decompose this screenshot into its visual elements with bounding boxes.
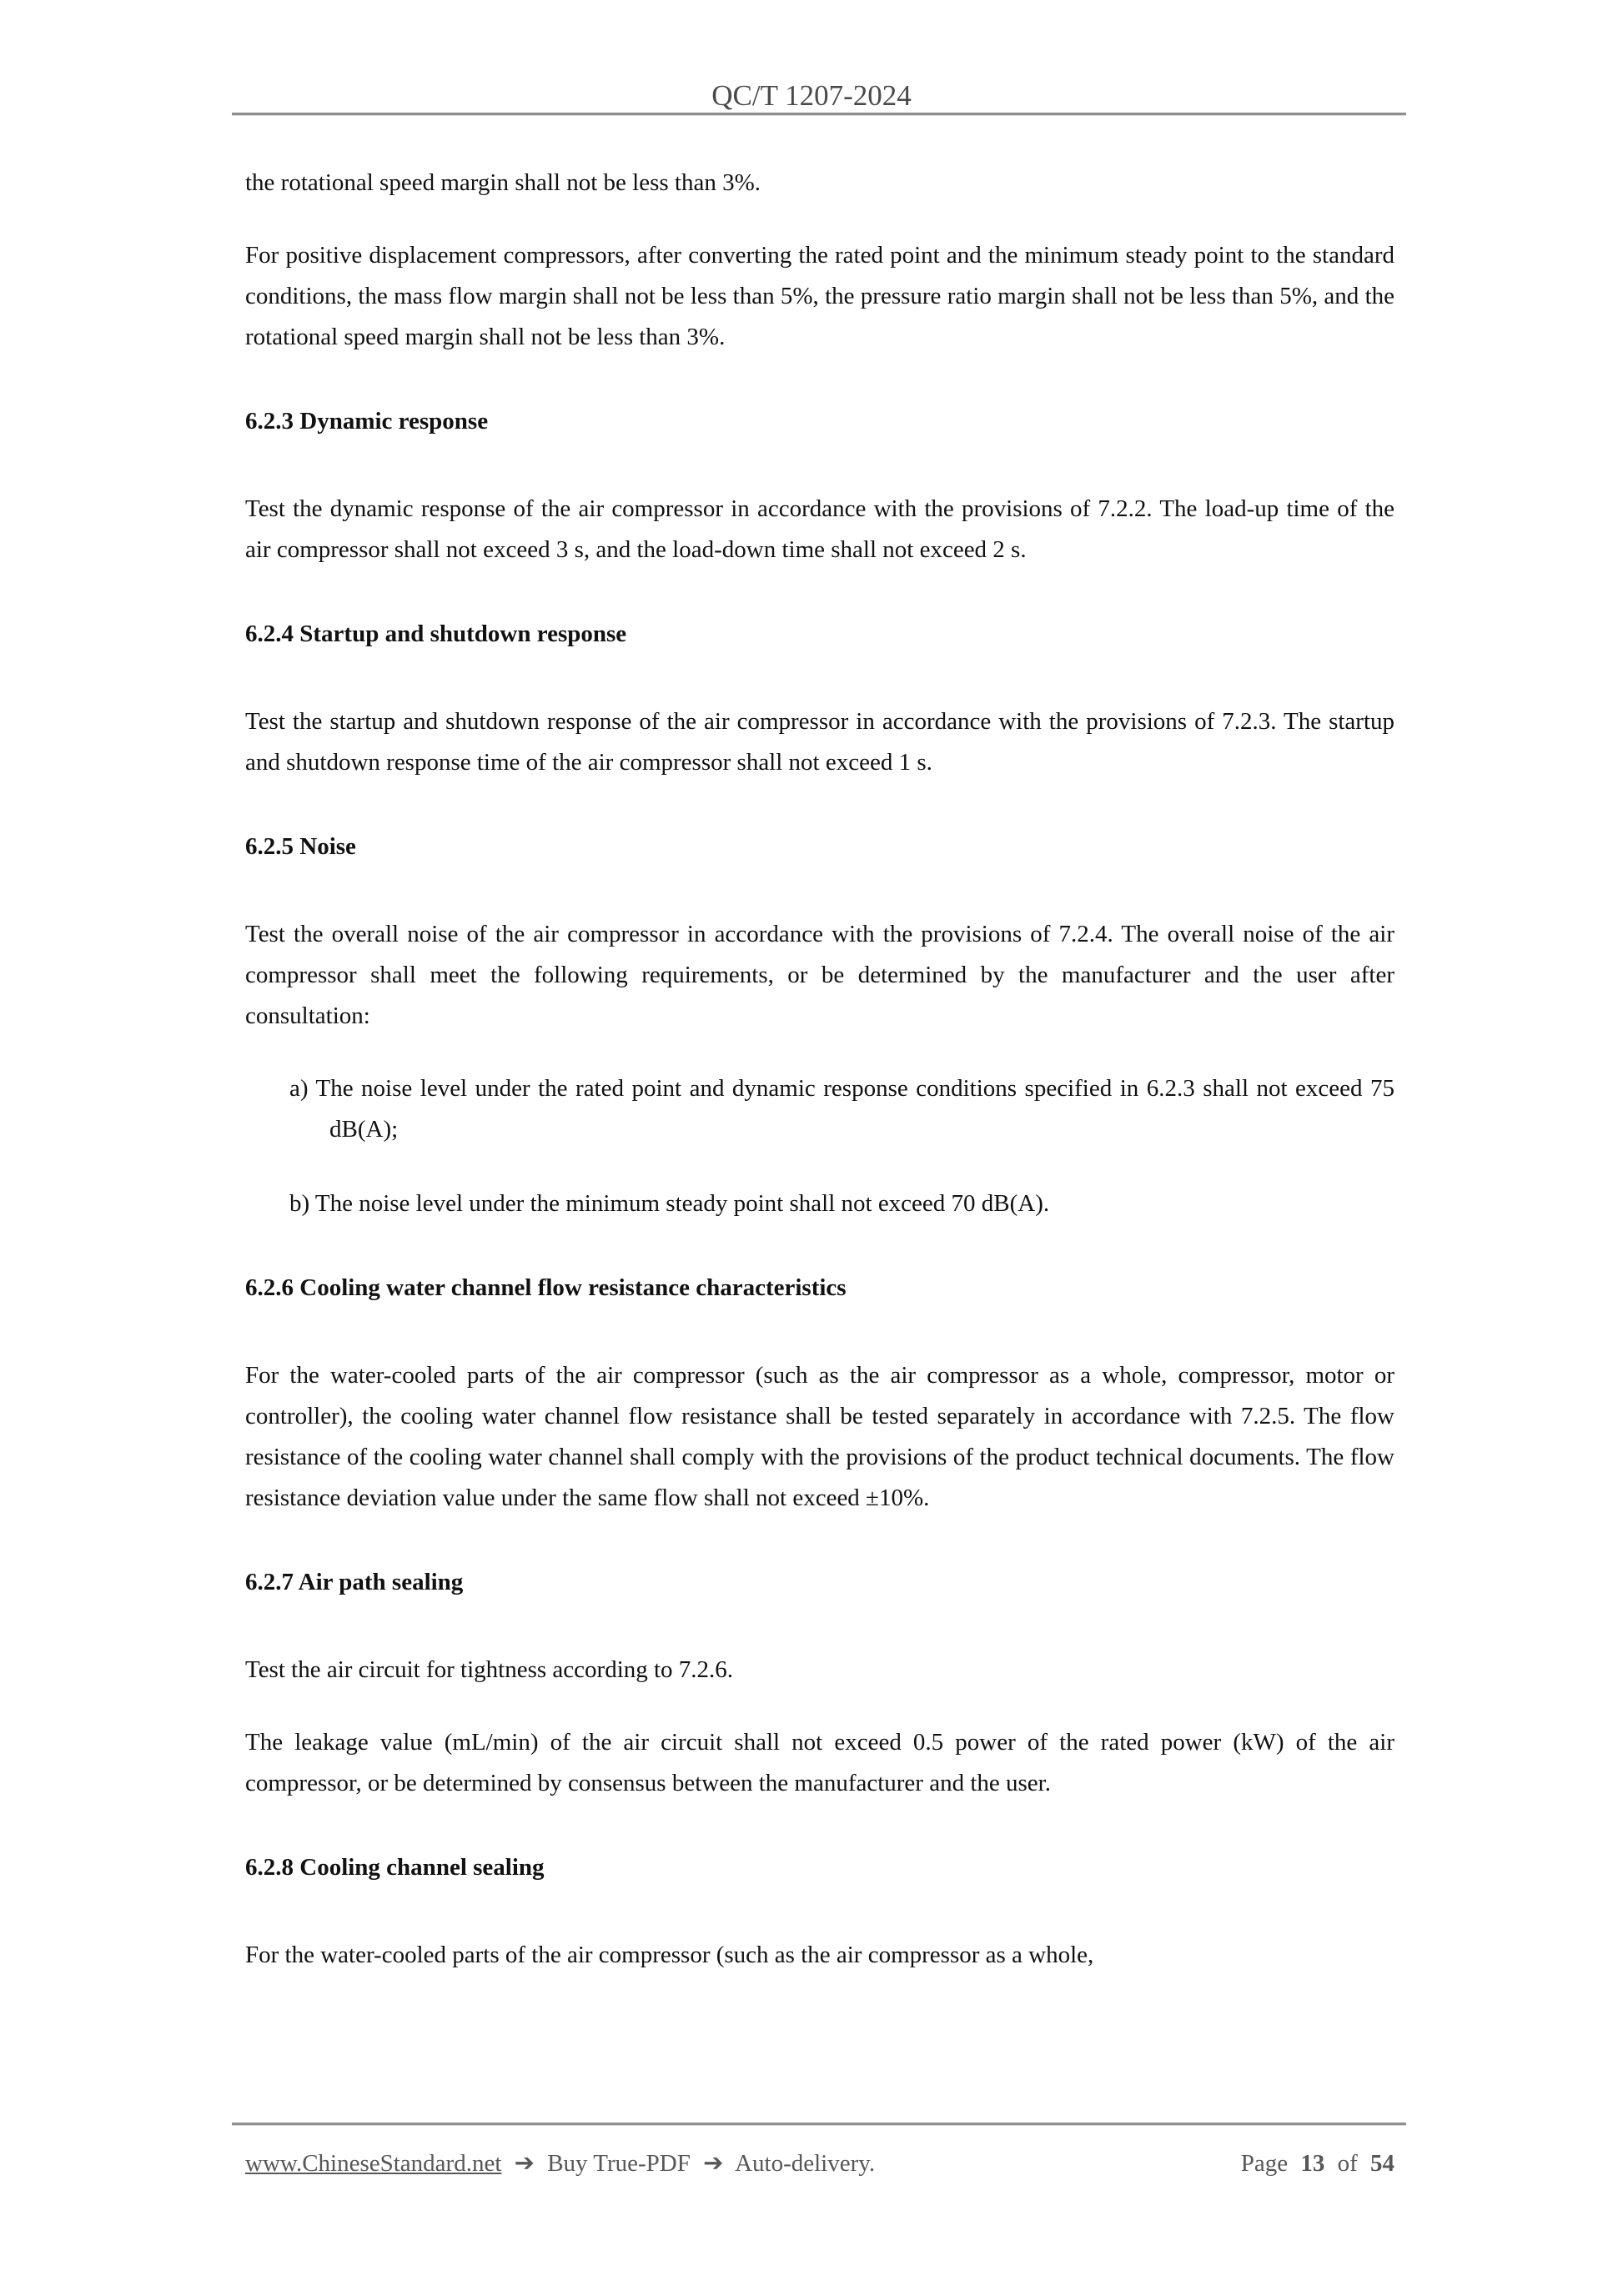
section-heading: 6.2.6 Cooling water channel flow resistance characteristics [245, 1274, 847, 1301]
section-heading: 6.2.8 Cooling channel sealing [245, 1854, 545, 1881]
section-heading: 6.2.4 Startup and shutdown response [245, 620, 627, 647]
paragraph: For positive displacement compressors, after converting the rated point and the minimum steady point to the standard conditions, the mass flow margin shall not be less than 5%, the pressure ratio margin shall not be less than 5%, and the rotational speed margin shall not be less than 3%. [245, 242, 1394, 350]
paragraph: Test the overall noise of the air compressor in accordance with the provisions of 7.2.4. The overall noise of the air compressor shall meet the following requirements, or be determined by the manufacturer and the user after consultation: [245, 921, 1394, 1029]
paragraph: For the water-cooled parts of the air compressor (such as the air compressor as a whole, [245, 1942, 1094, 1968]
page-indicator [1241, 2146, 1394, 2181]
page-of-label: of [1337, 2150, 1358, 2177]
footer-buy-text: Buy True-PDF [547, 2150, 691, 2177]
footer-website-link[interactable]: www.ChineseStandard.net [245, 2150, 502, 2177]
footer-divider [232, 2123, 1406, 2126]
section-heading: 6.2.3 Dynamic response [245, 408, 489, 435]
header-divider [232, 113, 1406, 116]
list-item: b) The noise level under the minimum steady point shall not exceed 70 dB(A). [289, 1190, 1050, 1217]
section-heading: 6.2.5 Noise [245, 833, 356, 860]
paragraph: Test the air circuit for tightness according to 7.2.6. [245, 1656, 734, 1683]
section-heading: 6.2.7 Air path sealing [245, 1569, 464, 1595]
page-total-number: 54 [1370, 2150, 1394, 2177]
footer-delivery-text: Auto-delivery. [735, 2150, 876, 2177]
right-arrow-icon: ➔ [514, 2148, 535, 2177]
page-current-number: 13 [1300, 2150, 1325, 2177]
page-header-standard-number: QC/T 1207-2024 [711, 79, 912, 112]
paragraph: the rotational speed margin shall not be less than 3%. [245, 169, 761, 196]
page-label: Page [1240, 2150, 1289, 2177]
list-item: a) The noise level under the rated point and dynamic response conditions specified in 6.2.3 shall not exceed 75 dB(A); [289, 1075, 1394, 1143]
paragraph: Test the startup and shutdown response of the air compressor in accordance with the provisions of 7.2.3. The startup and shutdown response time of the air compressor shall not exceed 1 s. [245, 708, 1394, 776]
paragraph: Test the dynamic response of the air compressor in accordance with the provisions of 7.2.2. The load-up time of the air compressor shall not exceed 3 s, and the load-down time shall not exceed 2 s. [245, 495, 1394, 563]
page-footer [245, 2145, 1394, 2181]
paragraph: The leakage value (mL/min) of the air circuit shall not exceed 0.5 power of the rated power (kW) of the air compressor, or be determined by consensus between the manufacturer and the user. [245, 1729, 1394, 1796]
right-arrow-icon: ➔ [703, 2148, 724, 2177]
footer-source-line [245, 2145, 875, 2181]
paragraph: For the water-cooled parts of the air compressor (such as the air compressor as a whole, compressor, motor or controller), the cooling water channel flow resistance shall be tested separately in accordance with 7.2.5. The flow resistance of the cooling water channel shall comply with the provisions of the product technical documents. The flow resistance deviation value under the same flow shall not exceed ±10%. [245, 1362, 1394, 1511]
document-body [245, 163, 1394, 1976]
